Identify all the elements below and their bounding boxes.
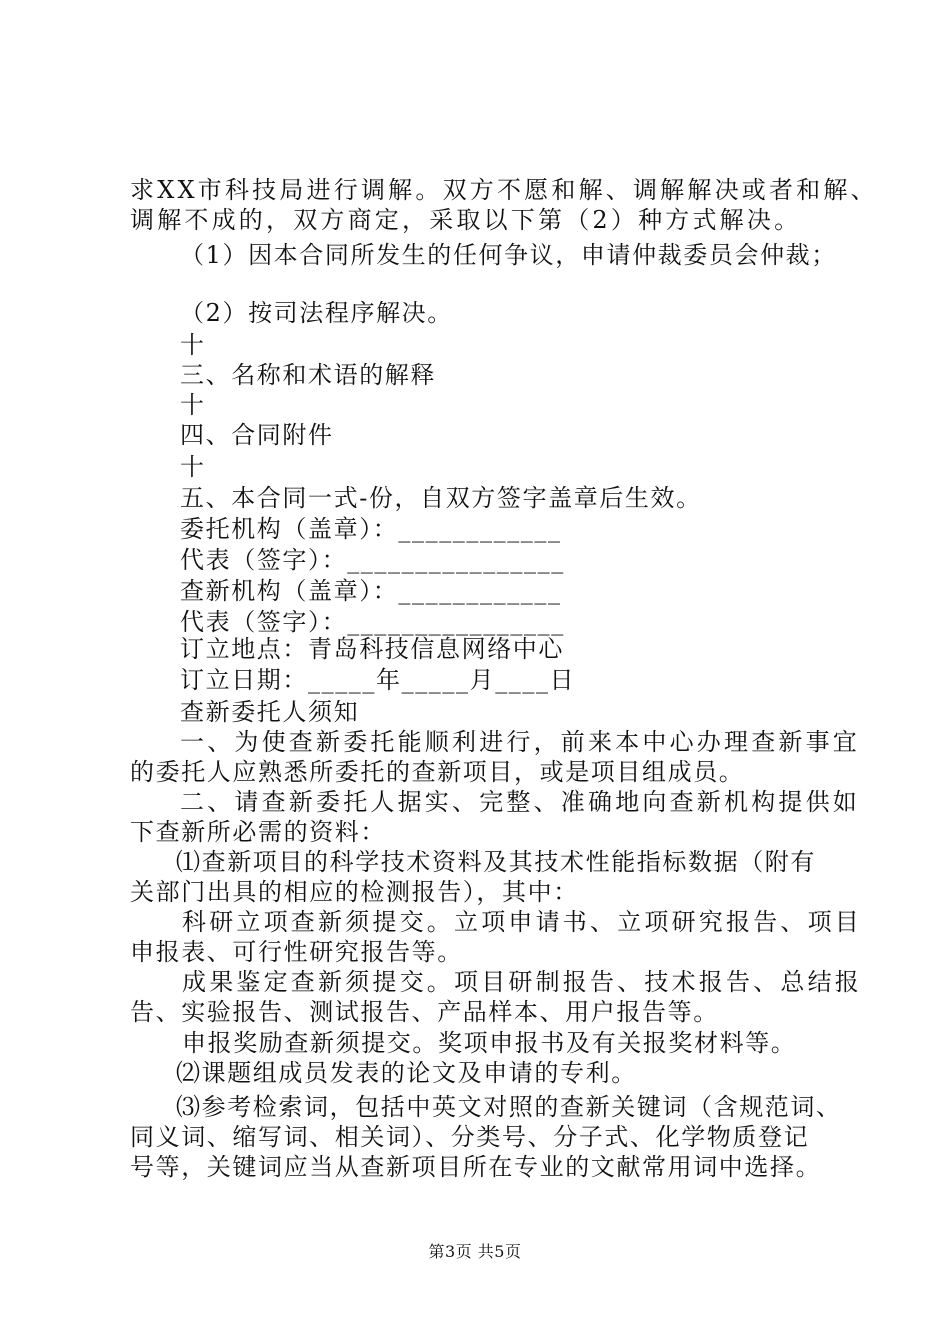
paragraph-line: 调解不成的，双方商定，采取以下第（2）种方式解决。 [130, 206, 802, 234]
signature-line-agency-rep: 代表（签字）：________________ [180, 608, 565, 636]
paragraph-line: 告、实验报告、测试报告、产品样本、用户报告等。 [130, 998, 719, 1026]
section-heading: 四、合同附件 [180, 421, 334, 449]
paragraph-line: 十 [180, 331, 206, 359]
notice-title: 查新委托人须知 [180, 698, 360, 726]
contract-place: 订立地点：青岛科技信息网络中心 [180, 635, 564, 663]
paragraph-line: 的委托人应熟悉所委托的查新项目，或是项目组成员。 [130, 758, 745, 786]
paragraph-line: 申报表、可行性研究报告等。 [130, 938, 463, 966]
contract-date: 订立日期：_____年_____月____日 [180, 666, 576, 694]
paragraph-line: 科研立项查新须提交。立项申请书、立项研究报告、项目 [182, 908, 862, 936]
paragraph-line: 关部门出具的相应的检测报告），其中： [130, 878, 579, 906]
paragraph-line: 十 [180, 453, 206, 481]
signature-line-client-rep: 代表（签字）：________________ [180, 546, 565, 574]
paragraph-line: 下查新所必需的资料： [130, 818, 386, 846]
signature-line-agency: 查新机构（盖章）：____________ [180, 577, 562, 605]
paragraph-line: 一、为使查新委托能顺利进行，前来本中心办理查新事宜 [180, 728, 860, 756]
paragraph-line: 求XX市科技局进行调解。双方不愿和解、调解解决或者和解、 [130, 176, 878, 204]
paragraph-line: ⑶参考检索词，包括中英文对照的查新关键词（含规范词、 [176, 1093, 842, 1121]
signature-line-client: 委托机构（盖章）：____________ [180, 515, 562, 543]
page-footer: 第3页 共5页 [428, 1242, 522, 1261]
paragraph-line: 申报奖励查新须提交。奖项申报书及有关报奖材料等。 [182, 1029, 797, 1057]
section-heading: 三、名称和术语的解释 [180, 361, 436, 389]
paragraph-line: ⑴查新项目的科学技术资料及其技术性能指标数据（附有 [176, 848, 816, 876]
paragraph-line: 十 [180, 391, 206, 419]
section-heading: 五、本合同一式-份，自双方签字盖章后生效。 [180, 484, 702, 512]
paragraph-line: 同义词、缩写词、相关词）、分类号、分子式、化学物质登记 [130, 1123, 810, 1151]
paragraph-line: ⑵课题组成员发表的论文及申请的专利。 [176, 1059, 637, 1087]
paragraph-line: 号等，关键词应当从查新项目所在专业的文献常用词中选择。 [130, 1153, 822, 1181]
paragraph-line: （1）因本合同所发生的任何争议，申请仲裁委员会仲裁； [180, 241, 837, 269]
paragraph-line: （2）按司法程序解决。 [180, 299, 453, 327]
paragraph-line: 成果鉴定查新须提交。项目研制报告、技术报告、总结报 [182, 968, 862, 996]
paragraph-line: 二、请查新委托人据实、完整、准确地向查新机构提供如 [180, 788, 860, 816]
